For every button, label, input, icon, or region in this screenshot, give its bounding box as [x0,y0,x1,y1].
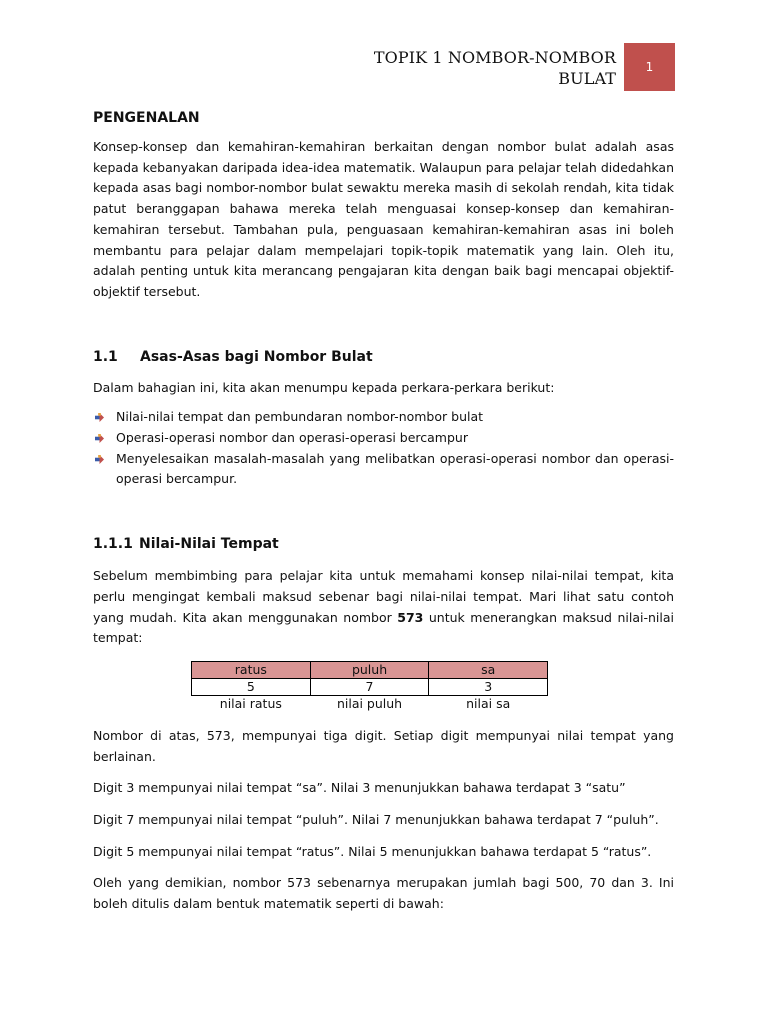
table-row [192,678,548,695]
table-header-cell: ratus [192,661,311,678]
paragraph-digit-5: Digit 5 mempunyai nilai tempat “ratus”. Nilai 5 menunjukkan bahawa terdapat 5 “ratus”. [93,843,652,859]
table-cell: 3 [429,678,548,695]
table-header-cell: sa [429,661,548,678]
topic-bullet-list [93,407,674,490]
paragraph-sum: Oleh yang demikian, nombor 573 sebenarnya merupakan jumlah bagi 500, 70 dan 3. Ini boleh ditulis dalam bentuk matematik seperti di bawah: [93,875,674,912]
document-body [93,108,674,915]
table-label-cell: nilai puluh [336,695,403,711]
intro-paragraph: Konsep-konsep dan kemahiran-kemahiran berkaitan dengan nombor bulat adalah asas kepada kebanyakan daripada idea-idea matematik. Walaupun para pelajar telah didedahkan kepada asas bagi nombor-nombor bulat sewaktu mereka masih di sekolah rendah, kita tidak patut beranggapan bahawa mereka telah menguasai konsep-konsep dan kemahiran-kemahiran tersebut. Tambahan pula, penguasaan kemahiran-kemahiran asas ini boleh membantu para pelajar dalam mempelajari topik-topik matematik yang lain. Oleh itu, adalah penting untuk kita merancang pengajaran kita dengan baik bagi mencapai objektif-objektif tersebut. [93,139,674,299]
section-number: 1.1 [93,348,118,365]
header-title-line1: TOPIK 1 NOMBOR-NOMBOR [373,48,616,67]
paragraph-digit-7: Digit 7 mempunyai nilai tempat “puluh”. Nilai 7 menunjukkan bahawa terdapat 7 “puluh”. [93,812,659,828]
arrow-bullet-icon [95,434,104,443]
section-title: Asas-Asas bagi Nombor Bulat [140,348,373,365]
paragraph-digit-3: Digit 3 mempunyai nilai tempat “sa”. Nilai 3 menunjukkan bahawa terdapat 3 “satu” [93,780,626,796]
place-value-intro-paragraph: Sebelum membimbing para pelajar kita untuk memahami konsep nilai-nilai tempat, kita perlu mengingat kembali maksud sebenar bagi nilai-nilai tempat. Mari lihat satu contoh yang mudah. Kita akan menggunakan nombor 573 untuk menerangkan maksud nilai-nilai tempat: [93,568,674,646]
list-item: Operasi-operasi nombor dan operasi-operasi bercampur [93,428,674,449]
table-cell: 5 [192,678,311,695]
page-number: 1 [645,60,654,74]
table-row [192,695,548,712]
table-header-cell: puluh [310,661,429,678]
paragraph-three-digits: Nombor di atas, 573, mempunyai tiga digit. Setiap digit mempunyai nilai tempat yang berlainan. [93,727,674,764]
section-1-1-heading [93,347,674,367]
arrow-bullet-icon [95,413,104,422]
list-item: Nilai-nilai tempat dan pembundaran nombor-nombor bulat [93,407,674,428]
page-header-title [374,47,616,89]
table-row [192,661,548,678]
section-number: 1.1.1 [93,536,133,553]
section-title: Nilai-Nilai Tempat [139,536,279,553]
section-1-1-1-heading [93,534,674,554]
section-1-1-lead: Dalam bahagian ini, kita akan menumpu kepada perkara-perkara berikut: [93,379,555,395]
table-cell: 7 [310,678,429,695]
place-value-table [191,661,548,712]
table-label-cell: nilai ratus [219,695,282,711]
list-item: Menyelesaikan masalah-masalah yang melibatkan operasi-operasi nombor dan operasi-operasi bercampur. [93,449,674,490]
intro-heading: PENGENALAN [93,110,200,126]
table-label-cell: nilai sa [466,695,511,711]
header-title-line2: BULAT [558,69,616,88]
page-number-box [624,43,675,91]
arrow-bullet-icon [95,455,104,464]
